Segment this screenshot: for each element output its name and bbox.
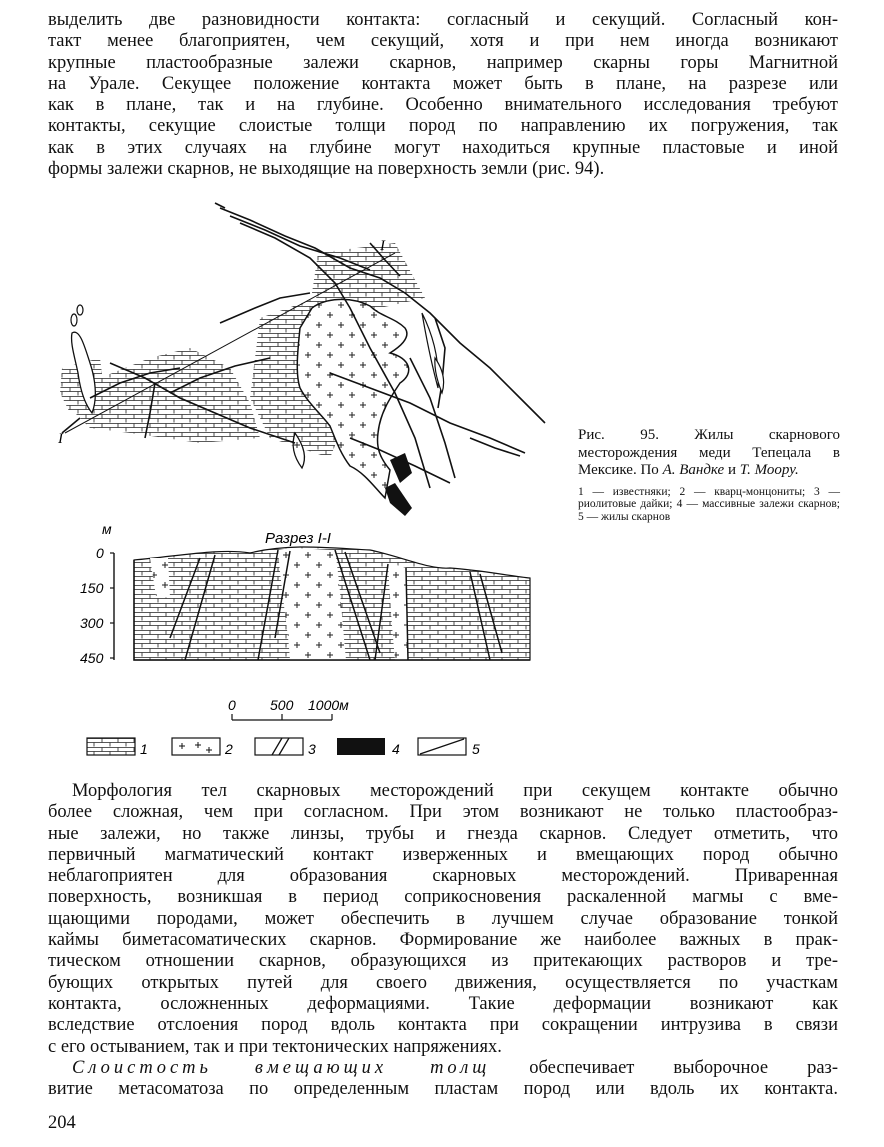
figure-caption	[578, 427, 840, 523]
caption-title	[578, 427, 840, 480]
figure-legend	[87, 738, 480, 757]
section-title: Разрез I-I	[265, 530, 331, 547]
scale-label: 500	[270, 697, 294, 713]
page-number: 204	[48, 1113, 76, 1133]
text-line: такт менее благоприятен, чем секущий, хотя и при нем иногда возникают	[48, 31, 838, 52]
massive-skarn-deposit	[390, 453, 412, 483]
legend-number: 5	[472, 741, 480, 757]
monzonite-intrusion	[297, 299, 408, 498]
text-line: поверхность, возникшая в период соприкосновения раскаленной магмы с вме-	[48, 887, 838, 908]
rhyolite-dike	[77, 305, 83, 315]
legend-number: 2	[225, 741, 233, 757]
text-line: контакты, секущие слоистые толщи пород по направлению их погружения, так	[48, 116, 838, 137]
spaced-term: Слоистость вмещающих толщ	[72, 1058, 491, 1078]
caption-text: Жилы скарнового месторождения меди Тепецала в Мексике. По	[578, 427, 840, 478]
intro-paragraph	[48, 10, 838, 180]
last-paragraph	[48, 1058, 838, 1101]
depth-tick: 0	[96, 545, 104, 561]
caption-and: и	[727, 462, 736, 478]
caption-legend: 1 — известняки; 2 — кварц-монцониты; 3 — риолитовые дайки; 4 — массивные залежи скарнов; 5 — жилы скарнов	[578, 485, 840, 523]
legend-swatch-skarn	[337, 738, 385, 755]
text-line: более сложная, чем при согласном. При этом возникают не только пластообраз-	[48, 802, 838, 823]
caption-author: Т. Моору.	[739, 462, 799, 478]
caption-author: А. Вандке	[662, 462, 725, 478]
caption-prefix: Рис. 95.	[578, 427, 659, 443]
text-line: Морфология тел скарновых месторождений при секущем контакте обычно	[72, 781, 838, 801]
legend-number: 3	[308, 741, 316, 757]
text-line: формы залежи скарнов, не выходящие на поверхность земли (рис. 94).	[48, 159, 605, 180]
rhyolite-dike	[71, 314, 77, 326]
cross-section	[80, 521, 530, 720]
section-label-left: I	[58, 431, 63, 447]
scale-label: 1000м	[308, 697, 349, 713]
scale-bar	[232, 714, 332, 720]
text-line: как в этих случаях на глубине могут находиться крупные пластовые и иной	[48, 137, 838, 158]
text-line: первичный магматический контакт изверженных и вмещающих пород обычно	[48, 844, 838, 865]
text-line: каймы биметасоматических скарнов. Формирование же наиболее важных в прак-	[48, 930, 838, 951]
depth-tick: 150	[80, 580, 104, 596]
rhyolite-dike	[422, 313, 438, 388]
legend-number: 1	[140, 741, 148, 757]
depth-tick: 300	[80, 615, 104, 631]
text-line: с его остыванием, так и при тектонических напряжениях.	[48, 1036, 502, 1057]
text-line: как в плане, так и на глубине. Особенно внимательного исследования требуют	[48, 95, 838, 116]
depth-unit: м	[102, 521, 112, 537]
text-line: неблагоприятен для образования скарновых месторождений. Приваренная	[48, 866, 838, 887]
massive-skarn-deposit	[385, 483, 412, 516]
plan-map	[57, 203, 545, 516]
legend-swatch-rhyolite	[255, 738, 303, 755]
text-line: на Урале. Секущее положение контакта может быть в плане, на разрезе или	[48, 73, 838, 94]
text-fragment: обеспечивает выборочное раз-	[490, 1058, 838, 1078]
legend-number: 4	[392, 741, 400, 757]
scale-label: 0	[228, 697, 236, 713]
text-line: витие метасоматоза по определенным пластам пород или вдоль их контакта.	[48, 1079, 838, 1100]
legend-swatch-limestone	[87, 738, 135, 755]
text-line: вследствие отслоения пород вдоль контакта при сокращении интрузива в связи	[48, 1015, 838, 1036]
text-line: контакта, осложненных деформациями. Такие деформации возникают как	[48, 993, 838, 1014]
text-line	[48, 1058, 838, 1079]
text-line: тическом отношении скарнов, образующихся из притекающих растворов и тре-	[48, 951, 838, 972]
text-line: выделить две разновидности контакта: согласный и секущий. Согласный кон-	[48, 10, 838, 30]
text-line: бующих открытых путей для своего движения, осуществляется по участкам	[48, 972, 838, 993]
figure-95	[50, 198, 570, 768]
text-line: ные залежи, но также линзы, трубы и гнезда скарнов. Следует отметить, что	[48, 823, 838, 844]
rhyolite-dike	[435, 358, 444, 393]
geologic-map-figure	[50, 198, 570, 768]
section-label-top: I	[380, 238, 385, 254]
depth-tick: 450	[80, 650, 104, 666]
text-line: щающими породами, может обеспечить в лучшем случае образование тонкой	[48, 908, 838, 929]
text-line: крупные пластообразные залежи скарнов, например скарны горы Магнитной	[48, 52, 838, 73]
body-paragraph	[48, 781, 838, 1058]
